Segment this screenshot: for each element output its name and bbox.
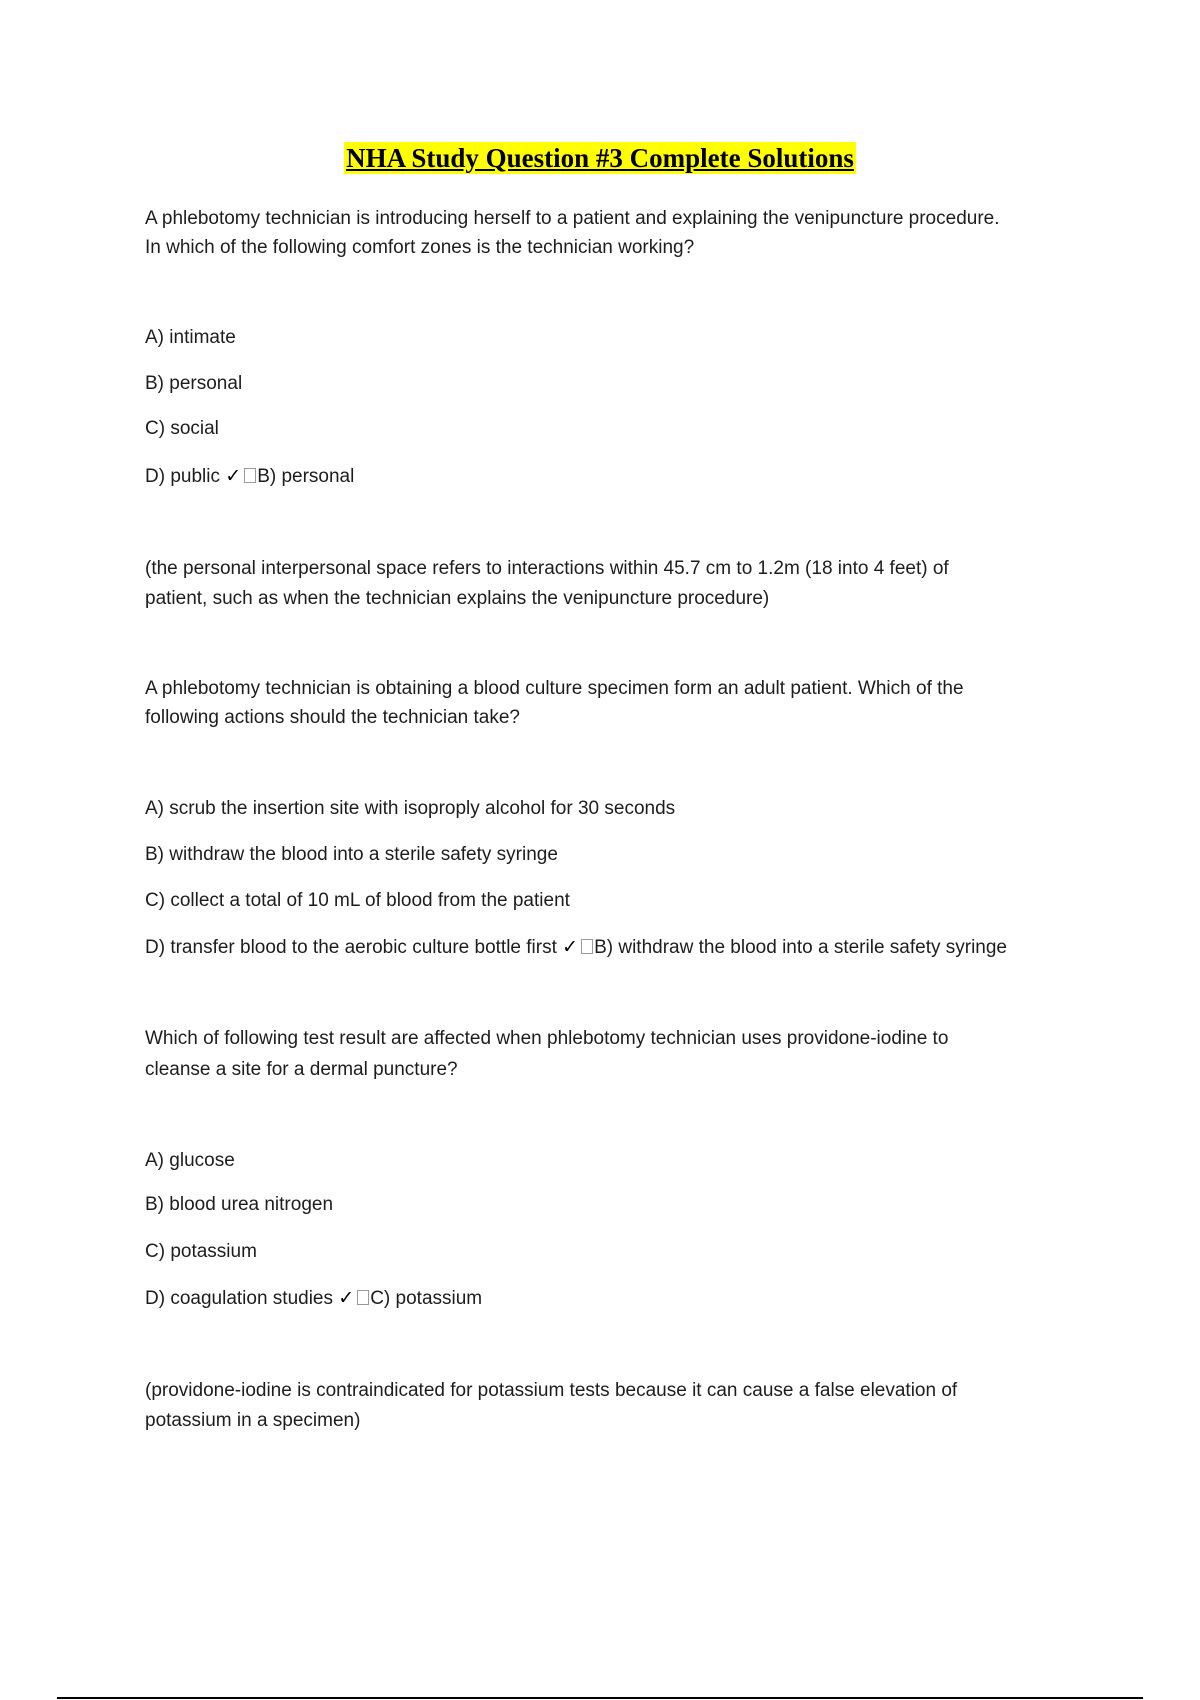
- question-2-option-c: C) collect a total of 10 mL of blood from the patient: [145, 890, 570, 911]
- check-mark-icon: ✓: [338, 1287, 355, 1309]
- question-1-option-d-answer: [145, 462, 354, 491]
- question-2-prompt-line2: following actions should the technician take?: [145, 707, 520, 728]
- question-2-option-d: D) transfer blood to the aerobic culture bottle first: [145, 937, 557, 958]
- question-1-answer: B) personal: [257, 466, 355, 487]
- title-container: [0, 142, 1200, 174]
- empty-box-icon: [357, 1290, 369, 1305]
- question-3-option-c: C) potassium: [145, 1241, 257, 1262]
- question-3-explanation-line1: (providone-iodine is contraindicated for potassium tests because it can cause a false elevation of: [145, 1380, 958, 1401]
- question-2-option-b: B) withdraw the blood into a sterile safety syringe: [145, 844, 558, 865]
- question-1-explanation-line1: (the personal interpersonal space refers to interactions within 45.7 cm to 1.2m (18 into 4 feet) of: [145, 558, 949, 579]
- question-3-prompt-line2: cleanse a site for a dermal puncture?: [145, 1059, 458, 1080]
- question-1-prompt-line1: A phlebotomy technician is introducing herself to a patient and explaining the venipuncture procedure.: [145, 208, 1000, 229]
- question-3-option-a: A) glucose: [145, 1150, 235, 1171]
- question-3-option-b: B) blood urea nitrogen: [145, 1194, 334, 1215]
- empty-box-icon: [244, 468, 256, 483]
- question-1-option-c: C) social: [145, 418, 219, 439]
- empty-box-icon: [581, 939, 593, 954]
- check-mark-icon: ✓: [562, 936, 579, 958]
- question-3-answer: C) potassium: [370, 1288, 483, 1309]
- question-2-option-a: A) scrub the insertion site with isoproply alcohol for 30 seconds: [145, 798, 676, 819]
- question-3-explanation-line2: potassium in a specimen): [145, 1410, 361, 1431]
- footer-divider: [57, 1697, 1143, 1699]
- question-1-option-d: D) public: [145, 466, 220, 487]
- question-2-answer: B) withdraw the blood into a sterile safety syringe: [594, 937, 1008, 958]
- question-1-option-a: A) intimate: [145, 327, 236, 348]
- question-1-option-b: B) personal: [145, 373, 243, 394]
- question-3-option-d: D) coagulation studies: [145, 1288, 333, 1309]
- question-3-option-d-answer: [145, 1284, 482, 1313]
- document-title: NHA Study Question #3 Complete Solutions: [346, 143, 854, 173]
- question-2-prompt-line1: A phlebotomy technician is obtaining a blood culture specimen form an adult patient. Which of the: [145, 678, 964, 699]
- question-1-prompt-line2: In which of the following comfort zones is the technician working?: [145, 237, 695, 258]
- question-1-explanation-line2: patient, such as when the technician explains the venipuncture procedure): [145, 588, 770, 609]
- check-mark-icon: ✓: [225, 465, 242, 487]
- question-2-option-d-answer: [145, 933, 1007, 962]
- question-3-prompt-line1: Which of following test result are affected when phlebotomy technician uses providone-iodine to: [145, 1028, 949, 1049]
